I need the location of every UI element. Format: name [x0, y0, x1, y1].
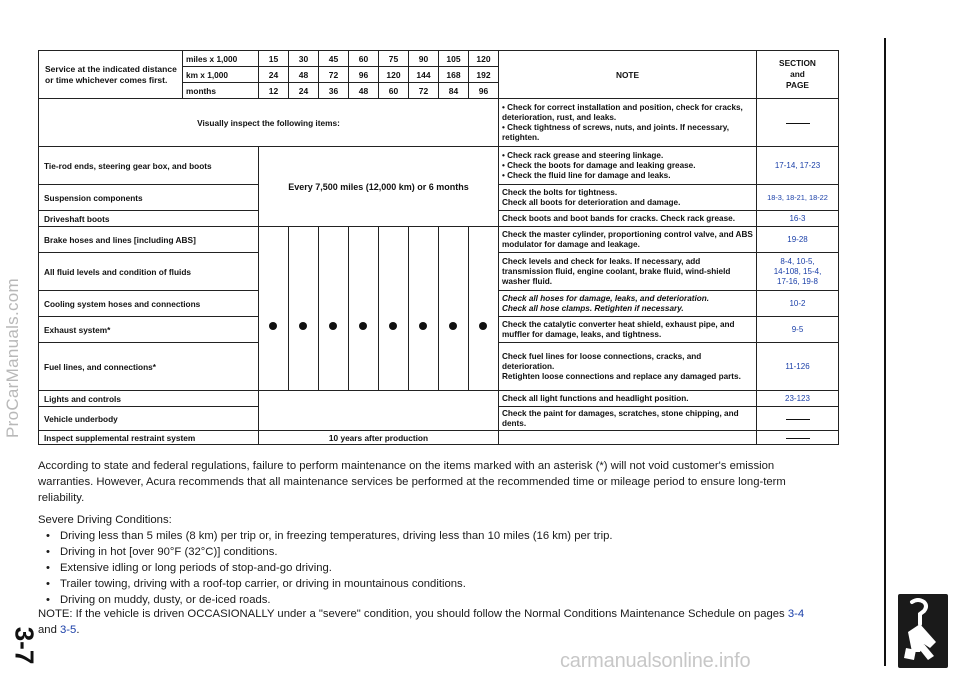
- page-link[interactable]: 3-5: [60, 624, 77, 636]
- service-dot: [468, 317, 498, 331]
- item-note: Check levels and check for leaks. If necessary, add transmission fluid, engine coolant, brake fluid, wind-shield washer fluid.: [499, 253, 757, 291]
- asterisk-paragraph: According to state and federal regulations, failure to perform maintenance on the items marked with an asterisk (*) will not void customer's emission warranties. However, Acura recommends that all maintenance services be performed at the recommended time or mileage period to ensure long-term reliability.: [38, 460, 786, 504]
- miles-value: 90: [409, 51, 439, 67]
- km-value: 192: [469, 67, 499, 83]
- km-label: km x 1,000: [183, 67, 259, 83]
- item-section: 9-5: [757, 317, 839, 343]
- item-srs: Inspect supplemental restraint system: [39, 431, 259, 445]
- section-dash: [757, 407, 839, 431]
- miles-value: 45: [319, 51, 349, 67]
- service-dot: [438, 317, 468, 331]
- maintenance-schedule-table: [38, 50, 839, 445]
- km-value: 24: [259, 67, 289, 83]
- km-value: 120: [379, 67, 409, 83]
- severe-item: • Driving less than 5 miles (8 km) per trip or, in freezing temperatures, driving less than 10 miles (16 km) per trip.: [38, 528, 818, 544]
- item-note: Check the bolts for tightness. Check all boots for deterioration and damage.: [499, 185, 757, 211]
- months-value: 36: [319, 83, 349, 99]
- bottom-watermark: carmanualsonline.info: [560, 650, 751, 672]
- km-value: 96: [349, 67, 379, 83]
- item-note: Check fuel lines for loose connections, cracks, and deterioration. Retighten loose connections and replace any damaged parts.: [499, 343, 757, 391]
- severe-item: • Extensive idling or long periods of stop-and-go driving.: [38, 560, 818, 576]
- item-section: 19-28: [757, 227, 839, 253]
- miles-value: 120: [469, 51, 499, 67]
- section-dash: [757, 99, 839, 147]
- item-tie-rod: Tie-rod ends, steering gear box, and boots: [39, 147, 259, 185]
- visually-inspect-note: • Check for correct installation and position, check for cracks, deterioration, rust, and leaks. • Check tightness of screws, nuts, and joints. If necessary, retighten.: [499, 99, 757, 147]
- margin-rule: [884, 38, 886, 666]
- item-section: 11-126: [757, 343, 839, 391]
- km-value: 72: [319, 67, 349, 83]
- item-underbody: Vehicle underbody: [39, 407, 259, 431]
- miles-value: 105: [439, 51, 469, 67]
- months-value: 84: [439, 83, 469, 99]
- service-dot: [408, 317, 438, 331]
- months-value: 48: [349, 83, 379, 99]
- section-header: SECTION and PAGE: [757, 51, 839, 99]
- km-value: 168: [439, 67, 469, 83]
- months-label: months: [183, 83, 259, 99]
- visually-inspect-heading: Visually inspect the following items:: [39, 99, 499, 147]
- maintenance-icon: [898, 594, 948, 668]
- item-section: 17-14, 17-23: [757, 147, 839, 185]
- miles-value: 60: [349, 51, 379, 67]
- miles-value: 15: [259, 51, 289, 67]
- item-section: 23-123: [757, 391, 839, 407]
- severe-item: • Driving on muddy, dusty, or de-iced roads.: [38, 592, 818, 608]
- item-section: 8-4, 10-5, 14-108, 15-4, 17-16, 19-8: [757, 253, 839, 291]
- service-interval-label: Service at the indicated distance or time whichever comes first.: [39, 51, 183, 99]
- service-dot: [378, 317, 408, 331]
- item-fuel-lines: Fuel lines, and connections*: [39, 343, 259, 391]
- months-value: 24: [289, 83, 319, 99]
- item-note: Check the paint for damages, scratches, stone chipping, and dents.: [499, 407, 757, 431]
- miles-value: 30: [289, 51, 319, 67]
- km-value: 48: [289, 67, 319, 83]
- item-note: Check all hoses for damage, leaks, and deterioration. Check all hose clamps. Retighten if necessary.: [499, 291, 757, 317]
- item-note: • Check rack grease and steering linkage. • Check the boots for damage and leaking grease. • Check the fluid line for damage and leaks.: [499, 147, 757, 185]
- months-value: 72: [409, 83, 439, 99]
- severe-item: • Driving in hot [over 90°F (32°C)] conditions.: [38, 544, 818, 560]
- months-value: 96: [469, 83, 499, 99]
- page-number: 3-7: [9, 626, 40, 664]
- item-note: Check the master cylinder, proportioning control valve, and ABS modulator for damage and leakage.: [499, 227, 757, 253]
- service-dot: [258, 317, 288, 331]
- interval-text: Every 7,500 miles (12,000 km) or 6 months: [259, 147, 499, 227]
- miles-label: miles x 1,000: [183, 51, 259, 67]
- service-dot: [318, 317, 348, 331]
- item-exhaust: Exhaust system*: [39, 317, 259, 343]
- item-note: Check all light functions and headlight position.: [499, 391, 757, 407]
- km-value: 144: [409, 67, 439, 83]
- service-dot: [288, 317, 318, 331]
- note-header: NOTE: [499, 51, 757, 99]
- item-fluid-levels: All fluid levels and condition of fluids: [39, 253, 259, 291]
- severe-conditions: [38, 512, 818, 608]
- page-link[interactable]: 3-4: [787, 608, 805, 620]
- months-value: 12: [259, 83, 289, 99]
- item-section: 10-2: [757, 291, 839, 317]
- item-note: Check the catalytic converter heat shield, exhaust pipe, and muffler for damage, leaks, and tightness.: [499, 317, 757, 343]
- months-value: 60: [379, 83, 409, 99]
- item-section: 18-3, 18-21, 18-22: [757, 185, 839, 211]
- severe-item: • Trailer towing, driving with a roof-top carrier, or driving in mountainous conditions.: [38, 576, 818, 592]
- item-section: 16-3: [757, 211, 839, 227]
- miles-value: 75: [379, 51, 409, 67]
- item-brake-hoses: Brake hoses and lines [including ABS]: [39, 227, 259, 253]
- side-watermark: ProCarManuals.com: [3, 277, 23, 439]
- service-dot: [348, 317, 378, 331]
- severe-title: Severe Driving Conditions:: [38, 514, 172, 526]
- severe-note: NOTE: If the vehicle is driven OCCASIONALLY under a "severe" condition, you should follow the Normal Conditions Maintenance Schedule on pages 3-4 and 3-5.: [38, 608, 805, 636]
- item-note: Check boots and boot bands for cracks. Check rack grease.: [499, 211, 757, 227]
- years-text: 10 years after production: [259, 431, 499, 445]
- item-cooling-hoses: Cooling system hoses and connections: [39, 291, 259, 317]
- item-suspension: Suspension components: [39, 185, 259, 211]
- exhaust-dot-row: [258, 317, 498, 331]
- section-dash: [757, 431, 839, 445]
- item-lights: Lights and controls: [39, 391, 259, 407]
- item-driveshaft: Driveshaft boots: [39, 211, 259, 227]
